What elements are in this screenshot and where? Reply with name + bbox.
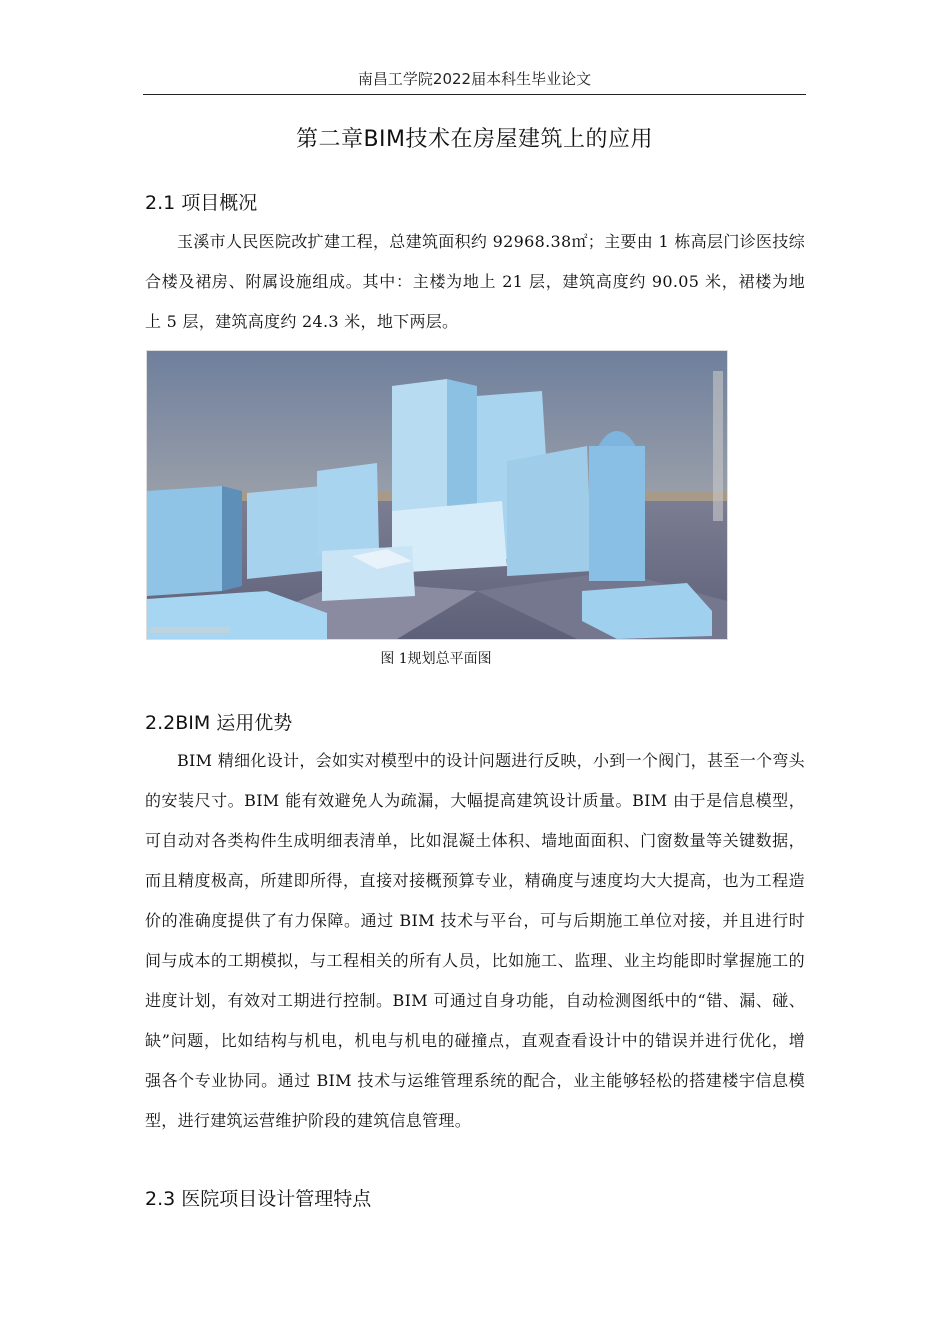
section-2-1-paragraph: 玉溪市人民医院改扩建工程，总建筑面积约 92968.38㎡；主要由 1 栋高层门诊医技综合楼及裙房、附属设施组成。其中：主楼为地上 21 层，建筑高度约 90.05 米，裙楼为地上 5 层，建筑高度约 24.3 米，地下两层。 [145,232,805,331]
figure-caption: 图 1规划总平面图 [380,651,492,667]
section-heading-2-3: 2.3 医院项目设计管理特点 [145,1188,372,1210]
page-header: 南昌工学院2022届本科生毕业论文 [357,70,592,88]
header-rule [143,94,806,95]
chapter-title: 第二章BIM技术在房屋建筑上的应用 [295,127,654,152]
site-plan-figure [146,350,728,640]
section-2-2-paragraph: BIM 精细化设计，会如实对模型中的设计问题进行反映，小到一个阀门，甚至一个弯头的安装尺寸。BIM 能有效避免人为疏漏，大幅提高建筑设计质量。BIM 由于是信息模型，可自动对各类构件生成明细表清单，比如混凝土体积、墙地面面积、门窗数量等关键数据，而且精度极高，所建即所得，直接对接概预算专业，精确度与速度均大大提高，也为工程造价的准确度提供了有力保障。通过 BIM 技术与平台，可与后期施工单位对接，并且进行时间与成本的工期模拟，与工程相关的所有人员，比如施工、监理、业主均能即时掌握施工的进度计划，有效对工期进行控制。BIM 可通过自身功能，自动检测图纸中的“错、漏、碰、缺”问题，比如结构与机电，机电与机电的碰撞点，直观查看设计中的错误并进行优化，增强各个专业协同。通过 BIM 技术与运维管理系统的配合，业主能够轻松的搭建楼宇信息模型，进行建筑运营维护阶段的建筑信息管理。 [145,751,805,1130]
section-heading-2-1: 2.1 项目概况 [145,192,258,214]
section-heading-2-2: 2.2BIM 运用优势 [145,712,293,734]
